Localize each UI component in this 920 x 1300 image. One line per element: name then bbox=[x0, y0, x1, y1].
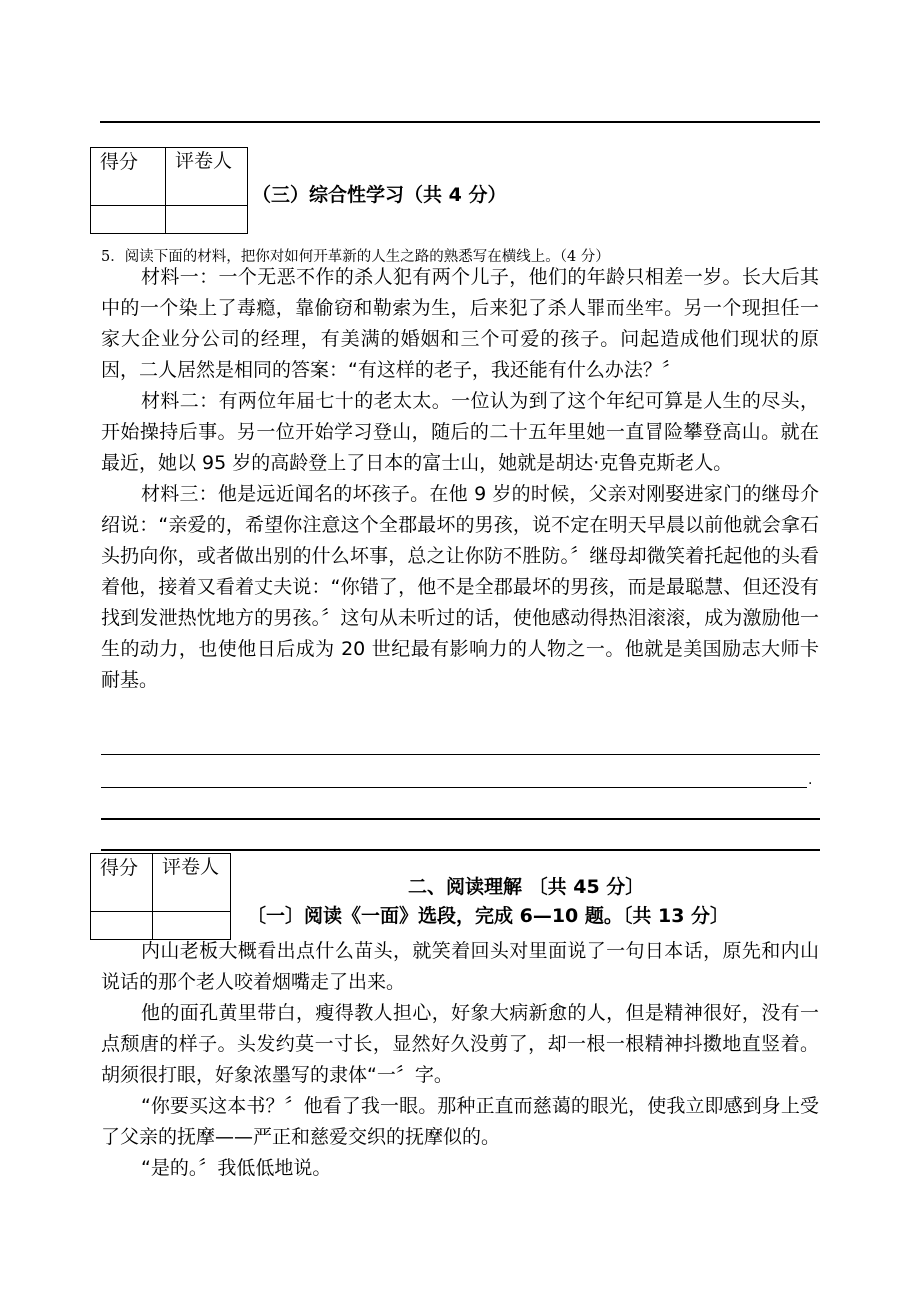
section-subtitle: 〔一〕阅读《一面》选段，完成 6—10 题。〔共 13 分〕 bbox=[247, 905, 730, 927]
section-title: 二、阅读理解 〔共 45 分〕 bbox=[408, 876, 645, 898]
section-rule bbox=[101, 849, 820, 851]
grader-label: 评卷人 bbox=[153, 854, 231, 912]
material-1: 材料一：一个无恶不作的杀人犯有两个儿子，他们的年龄只相差一岁。长大后其中的一个染上了毒瘾，靠偷窃和勒索为生，后来犯了杀人罪而坐牢。另一个现担任一家大企业分公司的经理，有美满的婚姻和三个可爱的孩子。问起造成他们现状的原因，二人居然是相同的答案：“有这样的老子，我还能有什么办法？〞 bbox=[101, 266, 819, 381]
score-box bbox=[90, 147, 248, 234]
section-heading: （三）综合性学习（共 4 分） bbox=[252, 184, 507, 206]
paragraph: 内山老板大概看出点什么苗头，就笑着回头对里面说了一句日本话，原先和内山说话的那个老人咬着烟嘴走了出来。 bbox=[101, 940, 819, 993]
answer-line[interactable] bbox=[101, 787, 807, 788]
question-5: 5．阅读下面的材料，把你对如何开革新的人生之路的熟悉写在横线上。（4 分） bbox=[101, 249, 610, 265]
paragraph: “是的。〞我低低地说。 bbox=[141, 1157, 332, 1179]
answer-line[interactable] bbox=[101, 818, 820, 820]
score-box bbox=[90, 853, 231, 940]
paragraph: “你要买这本书？〞他看了我一眼。那种正直而慈蔼的眼光，使我立即感到身上受了父亲的抚摩——严正和慈爱交织的抚摩似的。 bbox=[101, 1095, 819, 1148]
line-mark: . bbox=[808, 772, 813, 788]
score-label: 得分 bbox=[91, 854, 153, 912]
reading-passage bbox=[101, 936, 819, 1184]
paragraph: 他的面孔黄里带白，瘦得教人担心，好象大病新愈的人，但是精神很好，没有一点颓唐的样子。头发约莫一寸长，显然好久没剪了，却一根一根精神抖擞地直竖着。胡须很打眼，好象浓墨写的隶体“一〞字。 bbox=[101, 1002, 819, 1086]
score-cell[interactable] bbox=[91, 206, 166, 234]
material-3: 材料三：他是远近闻名的坏孩子。在他 9 岁的时候，父亲对刚娶进家门的继母介绍说：“亲爱的，希望你注意这个全郡最坏的男孩，说不定在明天早晨以前他就会拿石头扔向你，或者做出别的什么坏事，总之让你防不胜防。〞继母却微笑着托起他的头看着他，接着又看着丈夫说：“你错了，他不是全郡最坏的男孩，而是最聪慧、但还没有找到发泄热忱地方的男孩。〞这句从未听过的话，使他感动得热泪滚滚，成为激励他一生的动力，也使他日后成为 20 世纪最有影响力的人物之一。他就是美国励志大师卡耐基。 bbox=[101, 483, 819, 691]
answer-line[interactable] bbox=[101, 754, 820, 755]
score-label: 得分 bbox=[91, 148, 166, 206]
top-rule bbox=[100, 121, 820, 123]
grader-cell[interactable] bbox=[166, 206, 248, 234]
materials bbox=[101, 262, 819, 696]
grader-label: 评卷人 bbox=[166, 148, 248, 206]
material-2: 材料二：有两位年届七十的老太太。一位认为到了这个年纪可算是人生的尽头，开始操持后事。另一位开始学习登山，随后的二十五年里她一直冒险攀登高山。就在最近，她以 95 岁的高龄登上了日本的富士山，她就是胡达·克鲁克斯老人。 bbox=[101, 390, 819, 474]
